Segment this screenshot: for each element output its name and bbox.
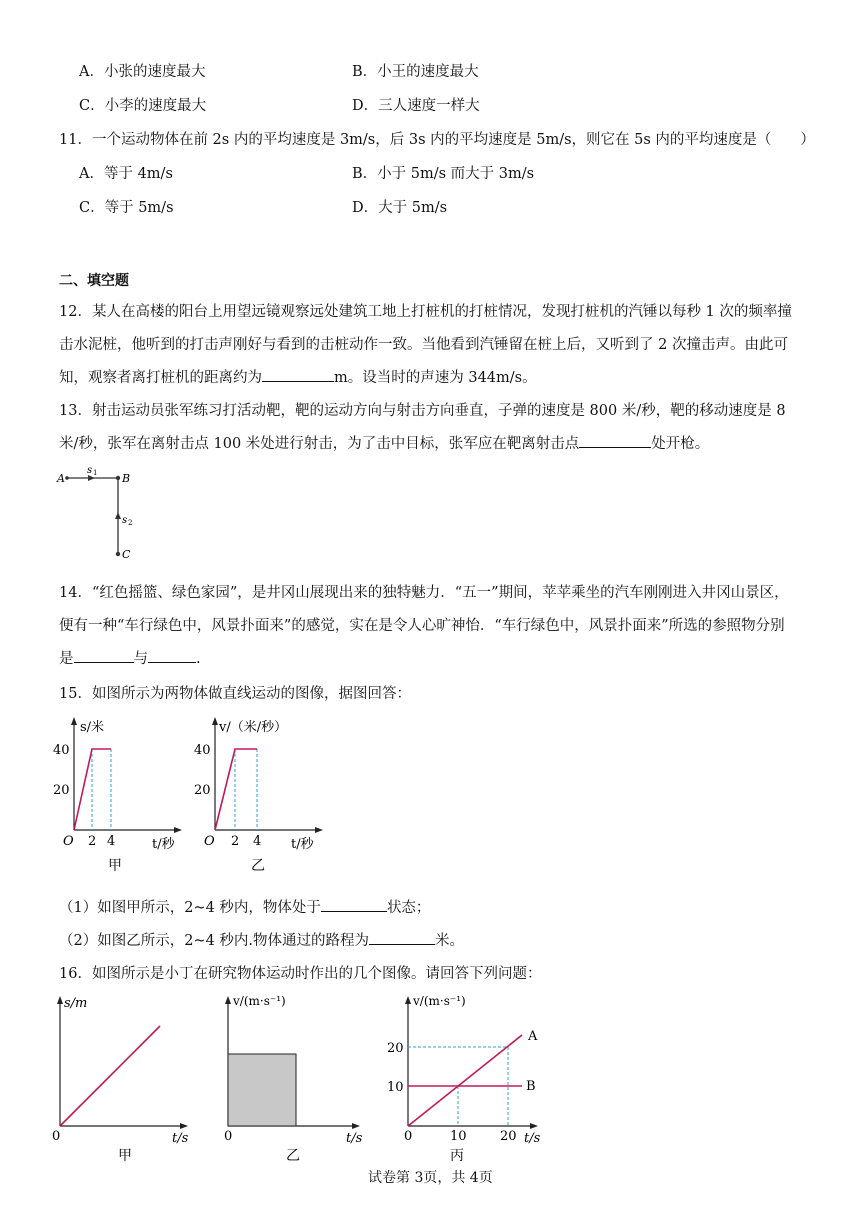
x-tick-4: 4: [107, 834, 116, 849]
q14-line2: 便有一种“车行绿色中，风景扑面来”的感觉，实在是令人心旷神怡．“车行绿色中，风景扑面来”所选的参照物分别: [59, 618, 785, 634]
q11-option-a: A．等于 4m/s: [79, 166, 173, 182]
x-axis-label: t/s: [524, 1131, 541, 1146]
label-s2: s: [122, 515, 128, 526]
arrow-s2-icon: [115, 512, 121, 519]
q13-line1: 13．射击运动员张军练习打活动靶，靶的运动方向与射击方向垂直，子弹的速度是 800 米/秒，靶的移动速度是 8: [59, 403, 786, 419]
x-axis-arrow-icon: [530, 1123, 538, 1129]
q13-line2: [59, 432, 709, 453]
y-axis-label: v/（米/秒）: [219, 720, 288, 735]
label-s1: s: [87, 465, 93, 476]
chart-caption: 丙: [450, 1148, 464, 1164]
x-axis-arrow-icon: [352, 1123, 360, 1129]
chart-caption: 甲: [108, 858, 122, 874]
label-a: A: [57, 472, 65, 485]
q15-sub1-end: 状态；: [386, 900, 431, 916]
q11-option-b: B．小于 5m/s 而大于 3m/s: [352, 166, 535, 182]
q13-text-end: 处开枪。: [651, 436, 710, 452]
y-axis-label: s/m: [64, 996, 88, 1011]
area-fill: [228, 1054, 296, 1126]
y-tick-10: 10: [387, 1080, 404, 1095]
q14-text: 是: [59, 651, 74, 667]
origin-label: 0: [224, 1129, 233, 1144]
q14-text-end: .: [196, 651, 201, 667]
q15-sub2: [59, 929, 464, 950]
q10-option-d: D．三人速度一样大: [352, 98, 480, 114]
y-axis-arrow-icon: [57, 996, 63, 1004]
y-axis-arrow-icon: [212, 717, 218, 725]
x-tick-2: 2: [231, 834, 240, 849]
q14-line1: 14．“红色摇篮、绿色家园”，是井冈山展现出来的独特魅力．“五一”期间，苹苹乘坐的汽车刚刚进入井冈山景区，: [59, 585, 789, 601]
chart-caption: 乙: [286, 1148, 300, 1164]
y-tick-40: 40: [53, 743, 70, 758]
y-axis-label: s/米: [80, 720, 105, 735]
series-a-label: A: [528, 1029, 538, 1044]
origin-label: O: [63, 834, 74, 849]
answer-blank[interactable]: [262, 367, 334, 382]
answer-blank[interactable]: [369, 930, 435, 945]
data-line: [215, 749, 257, 830]
y-tick-20: 20: [53, 783, 70, 798]
q15-sub2-text: （2）如图乙所示，2~4 秒内.物体通过的路程为: [59, 933, 370, 949]
y-tick-20: 20: [194, 783, 211, 798]
chart-caption: 甲: [118, 1148, 132, 1164]
x-axis-label: t/秒: [152, 837, 175, 852]
q16-chart-jia: [48, 990, 198, 1166]
q11-option-d: D．大于 5m/s: [352, 200, 448, 216]
x-tick-20: 20: [500, 1129, 517, 1144]
origin-label: O: [204, 834, 215, 849]
data-line: [60, 1026, 160, 1126]
q15-stem: 15．如图所示为两物体做直线运动的图像，据图回答：: [59, 686, 411, 702]
label-s1-sub: 1: [93, 469, 98, 477]
q11-option-c: C．等于 5m/s: [79, 200, 174, 216]
y-axis-label: v/(m·s⁻¹): [413, 994, 466, 1008]
q15-sub1: [59, 896, 430, 917]
x-tick-4: 4: [253, 834, 262, 849]
x-axis-label: t/s: [346, 1131, 363, 1146]
section-heading: 二、填空题: [59, 273, 129, 289]
y-axis-arrow-icon: [225, 996, 231, 1004]
q15-chart-yi: [193, 712, 333, 884]
y-axis-arrow-icon: [71, 717, 77, 725]
origin-label: 0: [52, 1129, 61, 1144]
label-c: C: [122, 548, 131, 561]
point-b: [116, 476, 120, 480]
q10-option-a: A．小张的速度最大: [79, 64, 206, 80]
q14-text-mid: 与: [133, 651, 148, 667]
answer-blank-2[interactable]: [148, 648, 196, 663]
q13-text: 米/秒，张军在离射击点 100 米处进行射击，为了击中目标，张军应在靶离射击点: [59, 436, 580, 452]
q11-stem: 11．一个运动物体在前 2s 内的平均速度是 3m/s，后 3s 内的平均速度是 5m/s，则它在 5s 内的平均速度是（ ）: [59, 132, 815, 148]
y-tick-20: 20: [387, 1041, 404, 1056]
q15-sub2-end: 米。: [435, 933, 465, 949]
q12-text-end: m。设当时的声速为 344m/s。: [334, 370, 537, 386]
q12-line3: [59, 366, 537, 387]
q16-stem: 16．如图所示是小丁在研究物体运动时作出的几个图像。请回答下列问题：: [59, 966, 542, 982]
x-axis-label: t/秒: [291, 837, 314, 852]
label-s2-sub: 2: [128, 519, 133, 527]
q16-chart-yi: [216, 990, 376, 1166]
y-tick-40: 40: [194, 743, 211, 758]
y-axis-arrow-icon: [405, 996, 411, 1004]
y-axis-label: v/(m·s⁻¹): [233, 994, 286, 1008]
point-a: [65, 476, 69, 480]
page-footer: 试卷第 3页，共 4页: [368, 1170, 493, 1186]
x-axis-arrow-icon: [174, 827, 182, 833]
q14-line3: [59, 647, 201, 668]
q16-chart-bing: [384, 990, 554, 1166]
q10-option-c: C．小李的速度最大: [79, 98, 207, 114]
series-a-line: [408, 1035, 522, 1126]
q12-line2: 击水泥桩，他听到的打击声刚好与看到的击桩动作一致。当他看到汽锤留在桩上后，又听到了 2 次撞击声。由此可: [59, 337, 788, 353]
x-axis-arrow-icon: [315, 827, 323, 833]
point-c: [116, 552, 120, 556]
x-axis-label: t/s: [172, 1131, 189, 1146]
x-tick-2: 2: [88, 834, 97, 849]
q15-sub1-text: （1）如图甲所示，2~4 秒内，物体处于: [59, 900, 321, 916]
chart-caption: 乙: [251, 858, 265, 874]
x-axis-arrow-icon: [180, 1123, 188, 1129]
answer-blank[interactable]: [579, 433, 651, 448]
q15-chart-jia: [52, 712, 192, 884]
origin-label: 0: [404, 1129, 413, 1144]
answer-blank[interactable]: [321, 897, 387, 912]
label-b: B: [122, 472, 131, 485]
answer-blank-1[interactable]: [74, 648, 134, 663]
series-b-label: B: [526, 1079, 536, 1094]
q12-line1: 12．某人在高楼的阳台上用望远镜观察远处建筑工地上打桩机的打桩情况，发现打桩机的汽锤以每秒 1 次的频率撞: [59, 304, 792, 320]
q13-diagram: [55, 462, 145, 567]
q10-option-b: B．小王的速度最大: [352, 64, 479, 80]
q12-text: 知，观察者离打桩机的距离约为: [59, 370, 262, 386]
x-tick-10: 10: [450, 1129, 467, 1144]
